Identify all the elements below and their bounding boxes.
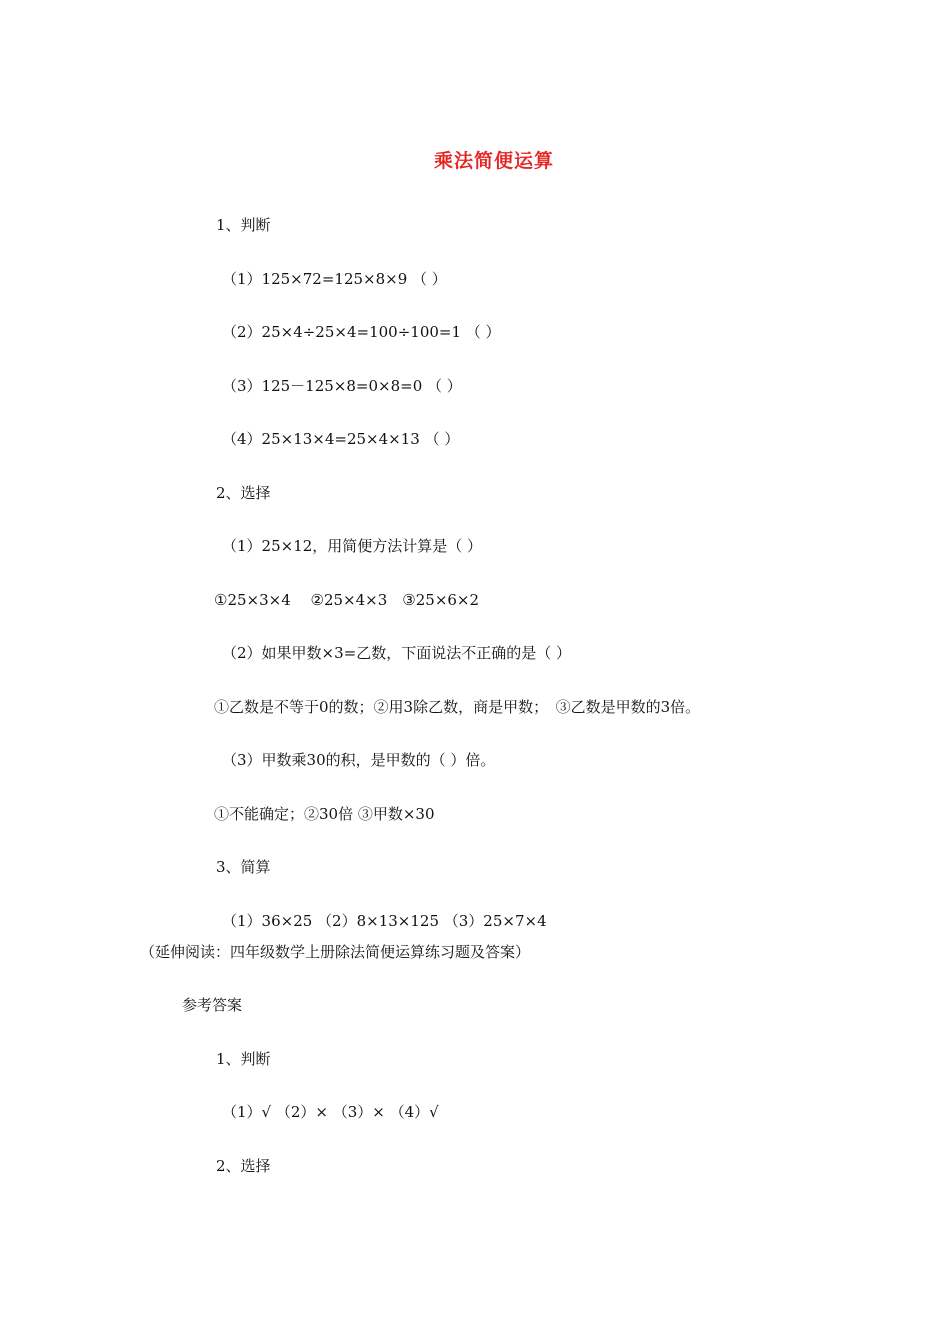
answers-section1-values: （1）√ （2）× （3）× （4）√ — [222, 1103, 439, 1121]
section2-heading: 2、选择 — [216, 484, 271, 502]
judge-item-2: （2）25×4÷25×4=100÷100=1 （ ） — [222, 323, 501, 341]
answers-section1-heading: 1、判断 — [216, 1050, 271, 1068]
judge-item-4: （4）25×13×4=25×4×13 （ ） — [222, 430, 460, 448]
answers-section2-heading: 2、选择 — [216, 1157, 271, 1175]
page-title: 乘法简便运算 — [433, 150, 554, 172]
simplify-items: （1）36×25 （2）8×13×125 （3）25×7×4 — [222, 912, 547, 930]
answers-heading: 参考答案 — [182, 996, 243, 1014]
extended-reading-link[interactable]: （延伸阅读：四年级数学上册除法简便运算练习题及答案） — [140, 943, 531, 961]
section1-heading: 1、判断 — [216, 216, 271, 234]
judge-item-1: （1）125×72=125×8×9 （ ） — [222, 270, 447, 288]
choice-question-2: （2）如果甲数×3=乙数，下面说法不正确的是（ ） — [222, 644, 571, 662]
section3-heading: 3、简算 — [216, 858, 271, 876]
choice-question-3: （3）甲数乘30的积，是甲数的（ ）倍。 — [222, 751, 496, 769]
choice-options-3: ①不能确定；②30倍 ③甲数×30 — [214, 805, 435, 823]
choice-question-1: （1）25×12，用简便方法计算是（ ） — [222, 537, 483, 555]
choice-options-2: ①乙数是不等于0的数；②用3除乙数，商是甲数； ③乙数是甲数的3倍。 — [214, 698, 701, 716]
judge-item-3: （3）125－125×8=0×8=0 （ ） — [222, 377, 462, 395]
choice-options-1: ①25×3×4 ②25×4×3 ③25×6×2 — [214, 591, 480, 609]
